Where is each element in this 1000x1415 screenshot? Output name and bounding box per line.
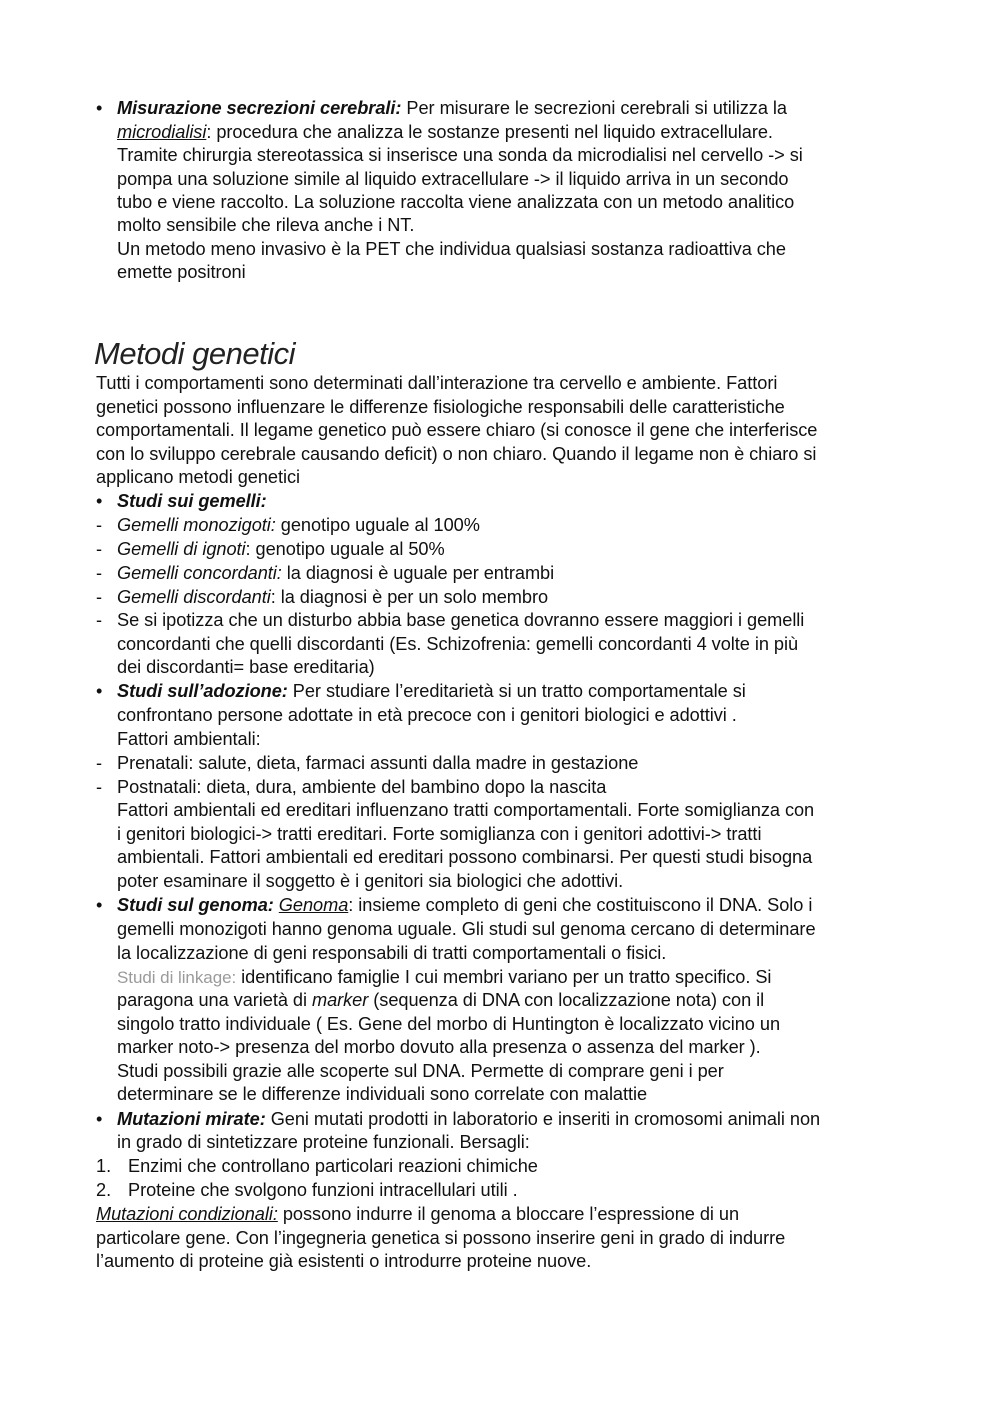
dash-marker: - xyxy=(96,777,103,797)
text: Per misurare le secrezioni cerebrali si utilizza la xyxy=(401,98,787,118)
bullet-marker: • xyxy=(96,98,103,118)
mutazioni-cond-line-3: l’aumento di proteine già esistenti o introdurre proteine nuove. xyxy=(96,1251,592,1271)
term-label: Studi sull’adozione: xyxy=(117,681,288,701)
cond-term: Mutazioni condizionali: xyxy=(96,1204,278,1224)
dash-marker: - xyxy=(96,539,103,559)
genoma-line-2: gemelli monozigoti hanno genoma uguale. Gli studi sul genoma cercano di determinare xyxy=(117,919,816,939)
numbered-item-2: Proteine che svolgono funzioni intracellulari utili . xyxy=(128,1180,518,1200)
term-label: Mutazioni mirate: xyxy=(117,1109,266,1129)
intro-line-4: con lo sviluppo cerebrale causando deficit) o non chiaro. Quando il legame non è chiaro si xyxy=(96,444,817,464)
microdialysis-line-3: Tramite chirurgia stereotassica si inserisce una sonda da microdialisi nel cervello -> si xyxy=(117,145,803,165)
term: Gemelli monozigoti: xyxy=(117,515,276,535)
term: Gemelli di ignoti xyxy=(117,539,246,559)
list-number: 2. xyxy=(96,1180,112,1200)
bullet-marker: • xyxy=(96,895,103,915)
dash-marker: - xyxy=(96,610,103,630)
dash-marker: - xyxy=(96,515,103,535)
term-label: Misurazione secrezioni cerebrali: xyxy=(117,98,402,118)
dash-marker: - xyxy=(96,587,103,607)
numbered-item-1: Enzimi che controllano particolari reazioni chimiche xyxy=(128,1156,538,1176)
adozione-after-1: Fattori ambientali ed ereditari influenzano tratti comportamentali. Forte somiglianza con xyxy=(117,800,815,820)
genoma-line-1 xyxy=(117,894,812,917)
adozione-after-4: poter esaminare il soggetto è i genitori sia biologici che adottivi. xyxy=(117,871,624,891)
genoma-line-4 xyxy=(117,966,771,989)
mutazioni-cond-line-2: particolare gene. Con l’ingegneria genetica si possono inserire geni in grado di indurre xyxy=(96,1228,786,1248)
microdialysis-line-4: pompa una soluzione simile al liquido extracellulare -> il liquido arriva in un secondo xyxy=(117,169,789,189)
list-number: 1. xyxy=(96,1156,112,1176)
term: Gemelli discordanti xyxy=(117,587,271,607)
text: (sequenza di DNA con localizzazione nota) con il xyxy=(368,990,765,1010)
adozione-line-3: Fattori ambientali: xyxy=(117,729,261,749)
microdialysis-line-5: tubo e viene raccolto. La soluzione raccolta viene analizzata con un metodo analitico xyxy=(117,192,795,212)
gemelli-item-concordanti xyxy=(117,562,554,585)
text: genotipo uguale al 100% xyxy=(275,515,480,535)
text: la diagnosi è uguale per entrambi xyxy=(281,563,555,583)
gemelli-title: Studi sui gemelli: xyxy=(117,491,267,511)
gemelli-hypothesis-3: dei discordanti= base ereditaria) xyxy=(117,657,375,677)
bullet-marker: • xyxy=(96,1109,103,1129)
text: Geni mutati prodotti in laboratorio e inseriti in cromosomi animali non xyxy=(265,1109,821,1129)
adozione-after-3: ambientali. Fattori ambientali ed ereditari possono combinarsi. Per questi studi bisogna xyxy=(117,847,813,867)
term: Gemelli concordanti: xyxy=(117,563,282,583)
text: possono indurre il genoma a bloccare l’espressione di un xyxy=(277,1204,740,1224)
dash-marker: - xyxy=(96,753,103,773)
adozione-line-1 xyxy=(117,680,746,703)
intro-line-5: applicano metodi genetici xyxy=(96,467,300,487)
intro-line-3: comportamentali. Il legame genetico può essere chiaro (si conosce il gene che interferisce xyxy=(96,420,818,440)
microdialysis-line-1 xyxy=(117,97,787,120)
text: identificano famiglie I cui membri variano per un tratto specifico. Si xyxy=(236,967,772,987)
gemelli-item-monozigoti xyxy=(117,514,480,537)
microdialysis-line-8: emette positroni xyxy=(117,262,246,282)
genoma-term: Genoma xyxy=(278,895,349,915)
genoma-line-3: la localizzazione di geni responsabili di tratti comportamentali o fisici. xyxy=(117,943,667,963)
marker-term: marker xyxy=(311,990,369,1010)
genoma-line-9: determinare se le differenze individuali sono correlate con malattie xyxy=(117,1084,648,1104)
dash-marker: - xyxy=(96,563,103,583)
intro-line-2: genetici possono influenzare le differenze fisiologiche responsabili delle caratteristiche xyxy=(96,397,785,417)
bullet-marker: • xyxy=(96,491,103,511)
adozione-after-2: i genitori biologici-> tratti ereditari. Forte somiglianza con i genitori adottivi-> tratti xyxy=(117,824,762,844)
gemelli-item-ignoti xyxy=(117,538,445,561)
text: : procedura che analizza le sostanze presenti nel liquido extracellulare. xyxy=(206,122,773,142)
linkage-label: Studi di linkage: xyxy=(117,968,237,987)
text: Per studiare l’ereditarietà si un tratto comportamentale si xyxy=(287,681,746,701)
bullet-marker: • xyxy=(96,681,103,701)
microdialysis-line-6: molto sensibile che rileva anche i NT. xyxy=(117,215,415,235)
intro-line-1: Tutti i comportamenti sono determinati dall’interazione tra cervello e ambiente. Fattori xyxy=(96,373,778,393)
genoma-line-8: Studi possibili grazie alle scoperte sul DNA. Permette di comprare geni i per xyxy=(117,1061,724,1081)
text: : genotipo uguale al 50% xyxy=(245,539,445,559)
text: paragona una varietà di xyxy=(117,990,312,1010)
term-label: Studi sul genoma: xyxy=(117,895,274,915)
text: : la diagnosi è per un solo membro xyxy=(270,587,549,607)
genoma-line-6: singolo tratto individuale ( Es. Gene del morbo di Huntington è localizzato vicino un xyxy=(117,1014,781,1034)
adozione-postnatali: Postnatali: dieta, dura, ambiente del bambino dopo la nascita xyxy=(117,777,607,797)
adozione-line-2: confrontano persone adottate in età precoce con i genitori biologici e adottivi . xyxy=(117,705,737,725)
adozione-prenatali: Prenatali: salute, dieta, farmaci assunti dalla madre in gestazione xyxy=(117,753,639,773)
microdialysis-line-7: Un metodo meno invasivo è la PET che individua qualsiasi sostanza radioattiva che xyxy=(117,239,786,259)
genoma-line-5 xyxy=(117,989,764,1012)
genoma-line-7: marker noto-> presenza del morbo dovuto alla presenza o assenza del marker ). xyxy=(117,1037,761,1057)
text: : insieme completo di geni che costituiscono il DNA. Solo i xyxy=(348,895,813,915)
gemelli-hypothesis-1: Se si ipotizza che un disturbo abbia base genetica dovranno essere maggiori i gemelli xyxy=(117,610,805,630)
microdialysis-line-2 xyxy=(117,121,773,144)
gemelli-hypothesis-2: concordanti che quelli discordanti (Es. Schizofrenia: gemelli concordanti 4 volte in più xyxy=(117,634,799,654)
section-heading: Metodi genetici xyxy=(94,336,296,371)
mutazioni-line-2: in grado di sintetizzare proteine funzionali. Bersagli: xyxy=(117,1132,530,1152)
gemelli-item-discordanti xyxy=(117,586,548,609)
mutazioni-line-1 xyxy=(117,1108,820,1131)
mutazioni-cond-line-1 xyxy=(96,1203,739,1226)
microdialisi-term: microdialisi xyxy=(117,122,207,142)
